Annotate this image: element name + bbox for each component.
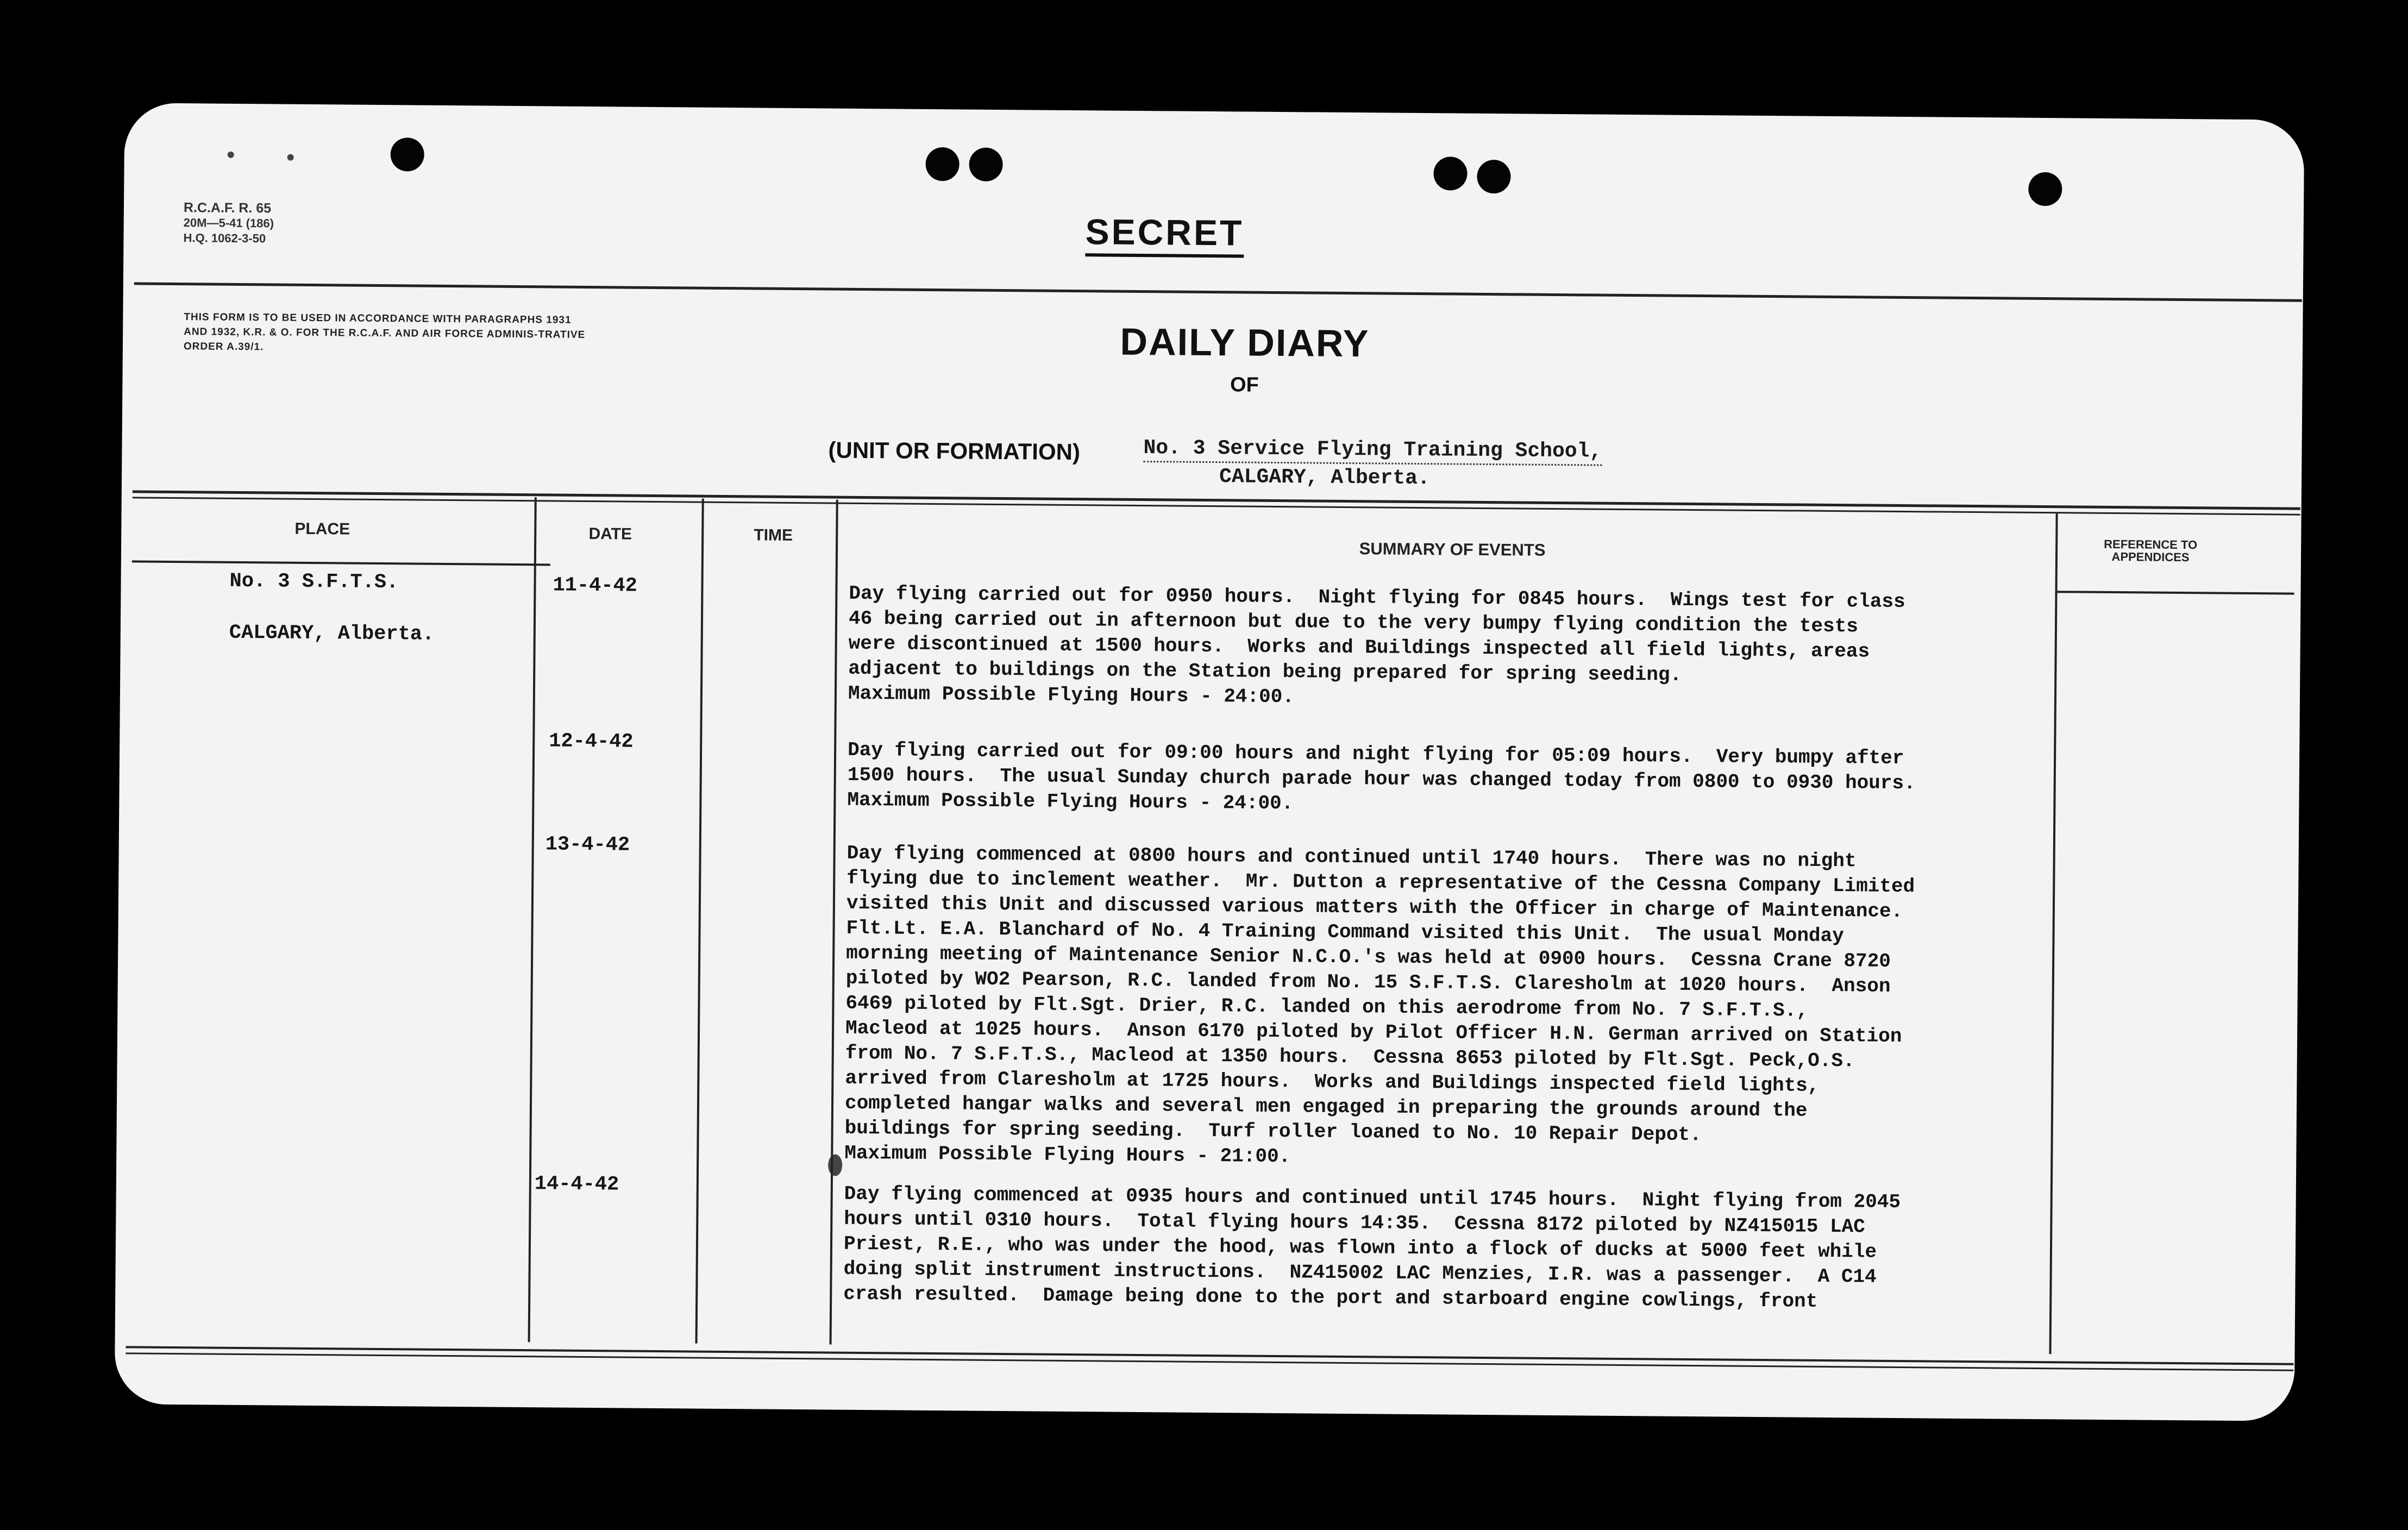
column-header-reference: REFERENCE TO APPENDICES — [2104, 537, 2198, 565]
summary-line: Macleod at 1025 hours. Anson 6170 piloted by Pilot Officer H.N. German arrived on Station — [845, 1017, 1902, 1048]
header-bottom-rule — [132, 560, 550, 566]
summary-line: flying due to inclement weather. Mr. Dutton a representative of the Cessna Company Limited — [846, 867, 1915, 898]
entry-summary — [847, 738, 2016, 822]
header-rule — [134, 282, 2302, 302]
ink-speck — [228, 152, 234, 158]
column-divider — [528, 497, 537, 1342]
punch-hole — [925, 147, 959, 181]
summary-line: Flt.Lt. E.A. Blanchard of No. 4 Training Command visited this Unit. The usual Monday — [846, 917, 1844, 948]
summary-line: from No. 7 S.F.T.S., Macleod at 1350 hours. Cessna 8653 piloted by Flt.Sgt. Peck,O.S. — [845, 1042, 1855, 1073]
entry-summary — [844, 841, 2015, 1175]
summary-line: visited this Unit and discussed various matters with the Officer in charge of Maintenance. — [846, 892, 1903, 923]
summary-line: Maximum Possible Flying Hours - 24:00. — [847, 788, 1294, 815]
summary-line: Priest, R.E., who was under the hood, was flown into a flock of ducks at 5000 feet while — [843, 1232, 1877, 1263]
summary-line: 46 being carried out in afternoon but due to the very bumpy flying condition the tests — [848, 607, 1859, 638]
entry-summary — [843, 1182, 2012, 1316]
form-code-line: 20M—5-41 (186) — [183, 216, 274, 230]
summary-line: crash resulted. Damage being done to the port and starboard engine cowlings, front — [843, 1282, 1818, 1313]
summary-line: buildings for spring seeding. Turf roller loaned to No. 10 Repair Depot. — [844, 1117, 1702, 1146]
summary-line: were discontinued at 1500 hours. Works and Buildings inspected all field lights, areas — [848, 632, 1870, 663]
column-divider — [830, 500, 838, 1345]
summary-line: Day flying carried out for 09:00 hours and night flying for 05:09 hours. Very bumpy after — [847, 738, 1904, 770]
form-code-line: R.C.A.F. R. 65 — [183, 200, 272, 216]
summary-line: morning meeting of Maintenance Senior N.C.O.'s was held at 0900 hours. Cessna Crane 8720 — [846, 942, 1891, 973]
summary-line: piloted by WO2 Pearson, R.C. landed from No. 15 S.F.T.S. Claresholm at 1020 hours. Anson — [845, 967, 1891, 998]
punch-hole — [1477, 160, 1510, 193]
summary-line: 6469 piloted by Flt.Sgt. Drier, R.C. landed on this aerodrome from No. 7 S.F.T.S., — [845, 992, 1809, 1022]
place-unit: No. 3 S.F.T.S. — [229, 569, 399, 594]
classification-heading: SECRET — [1085, 211, 1244, 258]
form-code-block — [183, 200, 274, 246]
ink-speck — [287, 154, 294, 161]
punch-hole — [390, 137, 424, 171]
summary-line: Maximum Possible Flying Hours - 24:00. — [848, 682, 1295, 708]
summary-line: adjacent to buildings on the Station being prepared for spring seeding. — [848, 657, 1682, 686]
unit-name: No. 3 Service Flying Training School, — [1143, 436, 1602, 466]
punch-hole — [1433, 156, 1467, 190]
summary-line: completed hangar walks and several men engaged in preparing the grounds around the — [844, 1092, 1808, 1122]
summary-line: Day flying commenced at 0935 hours and continued until 1745 hours. Night flying from 2045 — [844, 1182, 1901, 1214]
summary-line: Maximum Possible Flying Hours - 21:00. — [844, 1142, 1291, 1168]
column-header-time: TIME — [754, 526, 793, 544]
entry-date: 11-4-42 — [553, 574, 638, 598]
punch-hole — [969, 147, 1002, 181]
entry-date: 13-4-42 — [545, 833, 630, 857]
form-code-line: H.Q. 1062-3-50 — [183, 231, 266, 246]
column-header-date: DATE — [588, 525, 632, 543]
diary-form-card — [115, 103, 2305, 1421]
diary-title: DAILY DIARY — [1120, 320, 1370, 365]
unit-location: CALGARY, Alberta. — [1219, 465, 1430, 491]
entry-date: 12-4-42 — [549, 730, 634, 754]
entry-date: 14-4-42 — [534, 1172, 619, 1196]
header-bottom-rule — [2055, 591, 2294, 594]
unit-label: (UNIT OR FORMATION) — [828, 437, 1081, 465]
ink-speck — [828, 1155, 842, 1176]
summary-line: Day flying carried out for 0950 hours. Night flying for 0845 hours. Wings test for class — [849, 582, 1905, 613]
diary-of-label: OF — [1230, 373, 1259, 397]
summary-line: doing split instrument instructions. NZ415002 LAC Menzies, I.R. was a passenger. A C14 — [843, 1257, 1877, 1288]
summary-line: hours until 0310 hours. Total flying hours 14:35. Cessna 8172 piloted by NZ415015 LAC — [844, 1207, 1865, 1238]
punch-hole — [2028, 172, 2062, 206]
summary-line: arrived from Claresholm at 1725 hours. Works and Buildings inspected field lights, — [845, 1067, 1820, 1097]
entry-summary — [848, 581, 2017, 716]
column-divider — [695, 499, 704, 1344]
summary-line: 1500 hours. The usual Sunday church parade hour was changed today from 0800 to 0930 hours. — [847, 763, 1916, 795]
column-divider — [2049, 513, 2058, 1354]
summary-line: Day flying commenced at 0800 hours and continued until 1740 hours. There was no night — [846, 842, 1857, 873]
form-instructions: THIS FORM IS TO BE USED IN ACCORDANCE WITH PARAGRAPHS 1931 AND 1932, K.R. & O. FOR THE R.C.A.F. AND AIR FORCE ADMINIS-TRATIVE ORDER A.39/1. — [183, 311, 586, 353]
place-location: CALGARY, Alberta. — [229, 621, 435, 646]
column-header-summary: SUMMARY OF EVENTS — [1359, 539, 1546, 560]
column-header-place: PLACE — [294, 519, 350, 538]
